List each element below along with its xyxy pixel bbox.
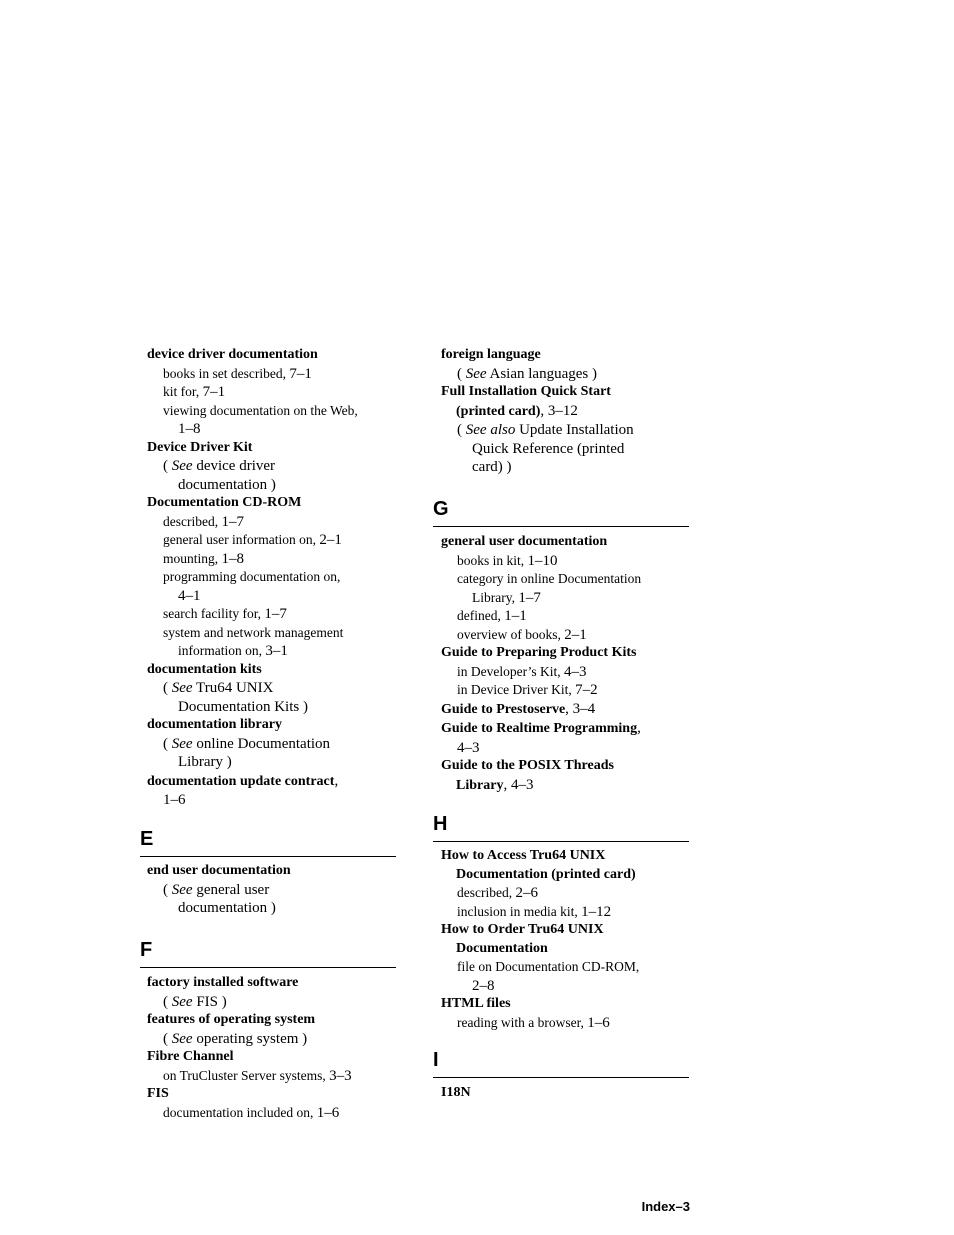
index-subentry <box>441 681 691 700</box>
see-target: documentation ) <box>178 900 276 916</box>
subentry-text: kit for, <box>163 384 203 399</box>
entry-term: How to Order Tru64 UNIX <box>441 922 604 937</box>
index-subentry <box>441 552 691 571</box>
index-entry-heading <box>441 921 691 940</box>
entry-term: Documentation (printed card) <box>456 866 636 882</box>
index-entry-heading <box>147 346 397 365</box>
index-entry-heading-continued <box>441 940 691 959</box>
index-entries-h <box>441 847 691 1032</box>
see-reference-continued <box>441 458 691 477</box>
index-entry-heading-continued <box>441 776 691 796</box>
subentry-text: overview of books, <box>457 626 565 642</box>
entry-term: Fibre Channel <box>147 1049 234 1064</box>
see-target: 1–6 <box>163 792 186 808</box>
subentry-text: information on, <box>178 643 266 658</box>
subentry-page-ref: 1–7 <box>221 513 244 530</box>
see-keyword: See <box>171 735 193 752</box>
see-reference-continued <box>147 791 397 810</box>
section-rule-h <box>433 841 689 842</box>
index-subentry <box>441 570 691 589</box>
index-column-left <box>147 346 397 810</box>
entry-term: Library <box>456 777 504 793</box>
section-letter-g: G <box>433 498 449 520</box>
section-rule-g <box>433 526 689 527</box>
see-target: documentation ) <box>178 476 276 493</box>
see-reference: ( See also Update Installation <box>457 422 634 438</box>
see-keyword: See <box>171 993 193 1010</box>
index-entry-heading <box>441 847 691 866</box>
entries-d <box>147 346 397 810</box>
see-keyword: See <box>171 881 193 898</box>
see-target: online Documentation <box>192 735 331 752</box>
subentry-page-ref: 1–12 <box>581 903 612 920</box>
subentry-page-ref: 1–6 <box>316 1104 340 1121</box>
index-subentry-continued <box>147 587 397 606</box>
subentry-text: programming documentation on, <box>163 569 341 584</box>
index-entry-heading <box>441 1084 691 1103</box>
entry-term: Documentation <box>456 940 548 956</box>
entry-term: FIS <box>147 1086 169 1101</box>
see-reference: ( See general user <box>163 881 270 898</box>
entry-page-ref: , 3–12 <box>540 402 578 419</box>
subentry-page-ref: 2–1 <box>564 626 587 643</box>
entry-term: I18N <box>441 1085 471 1100</box>
subentry-text: defined, <box>457 608 505 623</box>
index-entry-heading <box>147 1085 397 1104</box>
section-letter-h: H <box>433 813 448 835</box>
index-subentry <box>441 607 691 626</box>
index-entry-heading <box>441 383 691 402</box>
index-subentry <box>147 365 397 384</box>
section-rule-i <box>433 1077 689 1078</box>
entry-term: Full Installation Quick Start <box>441 384 611 399</box>
entries-f-continued <box>441 346 691 477</box>
section-rule-e <box>140 856 396 857</box>
see-target: operating system ) <box>192 1030 308 1047</box>
subentry-page-ref: 7–2 <box>575 682 598 698</box>
subentry-page-ref: 3–1 <box>265 643 288 659</box>
index-entry-heading <box>147 974 397 993</box>
see-reference-continued <box>147 899 397 918</box>
index-subentry <box>441 958 691 977</box>
see-reference: ( See online Documentation <box>163 735 331 752</box>
index-subentry-continued <box>147 642 397 661</box>
see-target: Tru64 UNIX <box>192 680 274 696</box>
subentry-text: file on Documentation CD-ROM, <box>457 959 640 974</box>
page-folio: Index–3 <box>641 1199 690 1214</box>
see-reference: ( See Tru64 UNIX <box>163 680 274 696</box>
index-subentry <box>147 624 397 643</box>
entry-term: documentation update contract <box>147 773 335 789</box>
index-entry-heading <box>441 533 691 552</box>
index-entries-f <box>147 974 397 1122</box>
index-subentry <box>147 568 397 587</box>
index-entries-g <box>441 533 691 795</box>
index-entry-heading <box>147 661 397 680</box>
subentry-page-ref: 1–7 <box>518 589 541 606</box>
index-subentry <box>147 1104 397 1123</box>
entry-term: device driver documentation <box>147 347 318 362</box>
index-entry-heading <box>147 862 397 881</box>
subentry-page-ref: 2–8 <box>472 977 495 994</box>
index-entries-i <box>441 1084 691 1103</box>
see-reference: ( See device driver <box>163 458 276 474</box>
entry-term: (printed card) <box>456 403 541 419</box>
section-rule-f <box>140 967 396 968</box>
entry-page-ref: , 4–3 <box>503 776 534 793</box>
index-entry-heading <box>147 1048 397 1067</box>
see-keyword: See <box>171 1030 193 1047</box>
section-letter-i: I <box>433 1049 439 1071</box>
see-reference-continued <box>147 476 397 495</box>
see-target: Asian languages ) <box>486 365 597 382</box>
see-target: Library ) <box>178 754 232 770</box>
see-target: card) ) <box>472 459 512 475</box>
subentry-page-ref: 2–1 <box>319 532 342 548</box>
entry-page-ref: , 3–4 <box>565 700 596 717</box>
index-entries-e <box>147 862 397 918</box>
index-subentry <box>147 605 397 624</box>
index-entry-heading <box>441 719 691 739</box>
subentry-text: in Device Driver Kit, <box>457 682 576 697</box>
subentry-text: viewing documentation on the Web, <box>163 402 358 418</box>
index-column-right <box>441 346 691 477</box>
entry-page-ref: , <box>637 720 641 736</box>
subentry-text: system and network management <box>163 624 344 640</box>
entry-term: documentation kits <box>147 661 262 677</box>
section-letter-f: F <box>140 939 153 961</box>
see-reference-continued <box>441 440 691 459</box>
subentry-text: Library, <box>472 589 519 605</box>
entry-term: Guide to Realtime Programming <box>441 721 638 736</box>
see-target: Update Installation <box>515 422 634 438</box>
subentry-page-ref: 4–3 <box>563 663 587 680</box>
see-keyword: See <box>465 365 487 382</box>
subentry-page-ref: 4–1 <box>178 587 201 604</box>
see-reference: ( See Asian languages ) <box>457 365 597 382</box>
index-entry-heading <box>441 346 691 365</box>
see-reference: ( See operating system ) <box>163 1030 308 1047</box>
index-subentry <box>147 550 397 569</box>
entry-term: HTML files <box>441 996 511 1011</box>
subentry-page-ref: 7–1 <box>202 384 226 400</box>
index-entry-heading <box>441 644 691 663</box>
section-letter-e: E <box>140 828 154 850</box>
index-entry-heading-continued <box>441 402 691 422</box>
entry-term: Guide to Prestoserve <box>441 701 566 717</box>
see-keyword: See <box>171 458 193 474</box>
subentry-text: books in kit, <box>457 552 528 568</box>
see-target: device driver <box>192 458 276 474</box>
index-entry-heading <box>147 494 397 513</box>
entry-term: How to Access Tru64 UNIX <box>441 848 606 863</box>
subentry-text: documentation included on, <box>163 1104 317 1120</box>
index-subentry <box>147 1067 397 1086</box>
index-entry-heading-continued <box>441 866 691 885</box>
entry-term: Guide to the POSIX Threads <box>441 758 614 773</box>
see-reference-continued <box>147 698 397 717</box>
subentry-page-ref: 3–3 <box>329 1067 352 1084</box>
subentry-text: general user information on, <box>163 532 320 547</box>
index-entry-heading <box>441 700 691 720</box>
index-entry-heading <box>147 439 397 458</box>
index-entry-heading <box>441 757 691 776</box>
subentry-page-ref: 1–8 <box>221 550 245 567</box>
subentry-page-ref: 1–7 <box>264 606 287 622</box>
index-subentry <box>441 903 691 922</box>
subentry-text: search facility for, <box>163 606 265 621</box>
see-target: 4–3 <box>457 739 480 756</box>
index-subentry-continued <box>441 589 691 608</box>
index-subentry <box>441 626 691 645</box>
see-target: Documentation Kits ) <box>178 698 308 715</box>
subentry-page-ref: 1–6 <box>587 1014 610 1031</box>
subentry-text: reading with a browser, <box>457 1014 588 1030</box>
entry-term: documentation library <box>147 717 282 732</box>
entry-term: general user documentation <box>441 534 608 549</box>
see-reference-continued <box>441 739 691 758</box>
see-target: FIS ) <box>192 993 227 1010</box>
index-subentry <box>147 402 397 421</box>
entry-term: features of operating system <box>147 1012 316 1027</box>
subentry-page-ref: 7–1 <box>289 365 312 382</box>
subentry-text: in Developer’s Kit, <box>457 663 564 679</box>
entry-term: Documentation CD-ROM <box>147 495 302 510</box>
see-reference: ( See FIS ) <box>163 993 227 1010</box>
subentry-text: books in set described, <box>163 365 290 381</box>
index-subentry <box>441 663 691 682</box>
subentry-text: described, <box>163 513 222 529</box>
see-keyword: See also <box>465 422 516 438</box>
entry-term: foreign language <box>441 347 541 362</box>
entry-term: end user documentation <box>147 863 291 878</box>
see-reference-continued <box>147 753 397 772</box>
subentry-text: mounting, <box>163 550 222 566</box>
subentry-page-ref: 1–8 <box>178 421 201 437</box>
subentry-page-ref: 1–1 <box>504 608 527 624</box>
see-keyword: See <box>171 680 193 696</box>
entry-page-ref: , <box>334 772 339 789</box>
index-subentry-continued <box>147 420 397 439</box>
index-entry-heading <box>147 772 397 792</box>
subentry-text: on TruCluster Server systems, <box>163 1067 330 1083</box>
subentry-text: inclusion in media kit, <box>457 903 582 919</box>
subentry-text: category in online Documentation <box>457 571 642 586</box>
entry-term: factory installed software <box>147 975 299 990</box>
index-subentry <box>147 383 397 402</box>
subentry-page-ref: 2–6 <box>515 885 538 901</box>
index-subentry <box>147 513 397 532</box>
entry-term: Device Driver Kit <box>147 439 253 455</box>
entry-term: Guide to Preparing Product Kits <box>441 645 637 660</box>
index-entry-heading <box>147 716 397 735</box>
index-entry-heading <box>147 1011 397 1030</box>
see-target: general user <box>192 881 270 898</box>
subentry-page-ref: 1–10 <box>527 552 558 569</box>
index-subentry-continued <box>441 977 691 996</box>
see-target: Quick Reference (printed <box>472 440 625 457</box>
index-entry-heading <box>441 995 691 1014</box>
index-subentry <box>147 531 397 550</box>
index-subentry <box>441 884 691 903</box>
subentry-text: described, <box>457 885 516 900</box>
index-subentry <box>441 1014 691 1033</box>
